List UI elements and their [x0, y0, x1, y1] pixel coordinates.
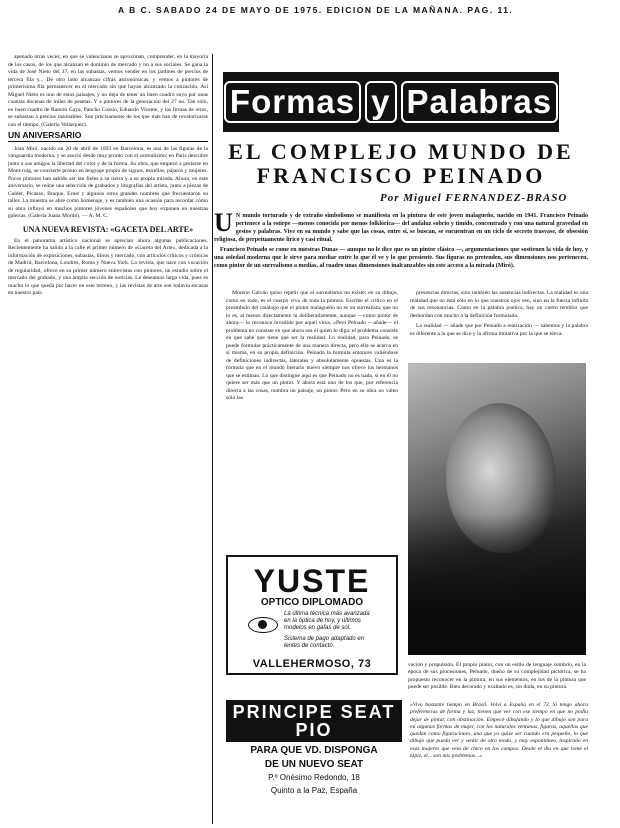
optician-note: Sistema de pago adaptado en lentes de contacto. [284, 636, 365, 649]
left-column [8, 54, 208, 824]
byline: Por Miguel FERNANDEZ-BRASO [380, 192, 568, 204]
banner-word-1: Formas [224, 81, 361, 123]
lead-text-2: Francisco Peinado se come en nuestras Dunas — aunque no le dice que es un pintor clásico —, argumentaciones que sostienen la vida de hoy, y una soledad moderna que le sirve para mediar entre lo que él ve y lo que presiente. Sus figuras no pretenden, sus dimensiones nos pertenecen, como pintor de un surrealismo a medias, al cuadro unas dimensiones inalcanzables sin este acceso a la mirada (Miró). [214, 247, 588, 269]
headline-line-2: FRANCISCO PEINADO [256, 163, 546, 188]
car-dealer-ad [226, 700, 402, 820]
dealer-line-2: DE UN NUEVO SEAT [264, 759, 364, 770]
dealer-address-1: P.º Onésimo Redondo, 18 [268, 773, 360, 782]
banner-word-3: Palabras [401, 81, 559, 123]
portrait-shadow [408, 513, 586, 655]
photo-caption: vación y propulsión. El propio pintor, con un estilo de lenguaje sombrío, en la época de sus procesiones, Peinado, dueño de su complejidad pictórica, se ha propuesto reconocer en la pintura, en sus elementos, en los de la pintura que puede ser posible. Bien decorado y exaltado es, sin duda, en su pintura. [408, 662, 586, 690]
dealer-address-2: Quinto a la Paz, España [270, 786, 358, 795]
banner-word-2: y [365, 81, 396, 123]
portrait-photo [408, 363, 586, 655]
running-head: A B C. SABADO 24 DE MAYO DE 1975. EDICION DE LA MAÑANA. PAG. 11. [118, 5, 514, 15]
right-body: presencias directas, sino también las ausencias indirectas. La realidad es una realidad que no está sólo en lo que nuestros ojos ven, sino en la fuerza infinita de sus resonancias. Como en la palabra poética, hay un cierto temblor que desbordan con mucho a la definición formulada. [410, 290, 588, 319]
headline-line-1: EL COMPLEJO MUNDO DE [228, 139, 574, 164]
drop-cap: U [214, 208, 233, 237]
column-rule [212, 54, 213, 824]
section-body-aniversario: Joan Miró, nacido un 20 de abril de 1893 en Barcelona, es una de las figuras de la vanguardia moderna, y se asoció desde muy pronto con el surrealismo; en París descubre junto a sus amigos la libertad del color y de la forma. Su obra, que empezó a gestarse en Mont-roig, se convierte pronto en lenguaje propio de signos, estrellas, pájaros y mujeres. Pocos pintores han sabido ser tan fieles a su tierra y a su propia mirada. Ahora, en este aniversario, se reúne una selección de grabados y litografías del artista, junto a piezas de Calder, Picasso, Braque, Ernst y algunos otros grandes nombres que frecuentaron su taller. La muestra se abre como homenaje, y es también una ocasión para recordar cómo su obra influyó en muchos pintores jóvenes españoles que hoy exponen en nuestras galerías. (Galería Juana Mordó). — A. M. C. [8, 145, 208, 219]
section-title-gaceta: UNA NUEVA REVISTA: «GACETA DEL ARTE» [22, 224, 194, 234]
artist-quote: «Vivo bastante tiempo en Brasil. Volví a España en el 73. Si tengo ahora preferencias de forma y luz, tienen que ver con ese tiempo en que no podía dejar de pintar, con obstinación. Empecé dibujando y lo que dibujo son para mí algunas formas de mujer, con los naturales ventanas, figuras, aquellas que quedan como figuraciones, una que yo quise ser cuando era pequeño, lo que dibujo que pueda ver y sentir de otro modo, y muy espontáneo, inspirado en esas mujeres que veía de chico en los campos. Desde el día en que tomé el lápiz, el... son mis problemas...» [410, 702, 588, 760]
right-column [410, 290, 588, 360]
middle-column [226, 290, 398, 548]
dealer-line-1: PARA QUE VD. DISPONGA [250, 745, 378, 756]
optician-blurb: La última técnica más avanzada en la óptica de hoy, y últimos modelos en gafas de sol. [284, 611, 370, 631]
optician-subtitle: OPTICO DIPLOMADO [260, 597, 364, 608]
section-body-gaceta: En el panorama artístico nacional se aprecian ahora algunas publicaciones. Recientemente ha salido a la calle el primer número de «Gaceta del Arte», dedicada a la información de exposiciones, subastas, libros y mercado, con artículos críticos y crónicas de Madrid, Barcelona, Londres, Roma y Nueva York. La revista, que nace con vocación de regularidad, ofrece en su primer número entrevistas con pintores, un estudio sobre el mercado del grabado, y una amplia sección de noticias. Le deseamos larga vida, pues es mucho lo que queda por hacer en este terreno, y las revistas de arte son todavía escasas en nuestro país. [8, 237, 208, 296]
left-intro: apenado otras veces; en que se valencianas se aproximan, comprender, en la mayoría de los casos, de los que alcanzan el dominio de mercado y no a sus sociales. Se gana la vida de José Nieto del 37, en las subastas, vemos vender en los jardines de precios de tercera fila y... De otro lado alcanzan cifras astronómicas, y vemos a pintores de primerísima fila permanecer en el mercado sin que hayan alcanzado la cotización. Así Miguel Nieto es uno de estos paisajes, y no deja de tener un buen cuadro suyo por unas cuantas docenas de miles de pesetas. Y a pintores de la generación del 27 no. Tan sólo, en buen cuadro de Ramón Gaya, Pancho Cossío, Eduardo Vicente, y las firmas de otros, se subastan a precios razonables. Son precisamente de los que más han de revalorizarse con el tiempo. (Galería Velázquez). [8, 54, 208, 128]
eye-icon [248, 617, 278, 633]
feature-lead [214, 208, 588, 270]
feature-headline [214, 140, 588, 188]
optician-ad [226, 555, 398, 675]
dealer-name: PRINCIPE SEAT PIO [226, 700, 402, 742]
section-title-aniversario: UN ANIVERSARIO [8, 132, 208, 142]
optician-address: VALLEHERMOSO, 73 [252, 658, 372, 670]
middle-body: Moreno Galván quiso repetir que el surrealismo no existe; en su dibujo, como en todo, es el cuerpo vivo de toda la pintura. Escribe el crítico en el preámbulo del catálogo que el pintor malagueño no es un surrealista, que no lo es, al menos directamente ni deliberadamente, aunque —como pintor de ahora— lo reconoce invadido por aquel virus. «Pero Peinado —añade— el problema no consiste en que ahora sea él quien lo diga: el problema consiste en que sabe que tiene que ser la realidad. Lo realidad, para Peinado, se puede formular prácticamente de una manera directa, pero ella se acerca en sí misma, en su propia definición. Peinado la formula entonces valiéndose de definiciones indirectas, laterales y absolutamente opuestas. Una es la fórmula que en el mundo literario nuevo siempre nos ofrece los hermanos que se estiman. Lo que distingue aquí es que Peinado no es nada, si en él no quiere ser más que un pintor. Y ahora está uno de los que, por referencia directa a las cosas, nombra un paisaje, un pintor. Pero en su obra no valen sólo las [226, 290, 398, 401]
lead-text: N mundo torturado y de extraño simbolismo se manifiesta en la pintura de este joven malagueño, nacido en 1941. Francisco Peinado pertenece a la estirpe —menos conocida por menos folklórica— del andaluz sobrio y tímido, concentrado y con una natural gravedad en gestos y palabras. Vive en su mundo y sabe que las cosas, entre sí, se buscan, se encuentran en un ciclo de secreto trasvase, de obsesión religiosa, de perpetuamente lírico y casi ritual. [214, 213, 588, 243]
section-banner [223, 72, 559, 132]
right-body-2: La realidad — añade que por Peinado a realización — sabemos y la palabra es diferente a la que se dice y la afirma imitativa por la que se eleva. [410, 323, 588, 337]
optician-name: YUSTE [253, 563, 371, 599]
